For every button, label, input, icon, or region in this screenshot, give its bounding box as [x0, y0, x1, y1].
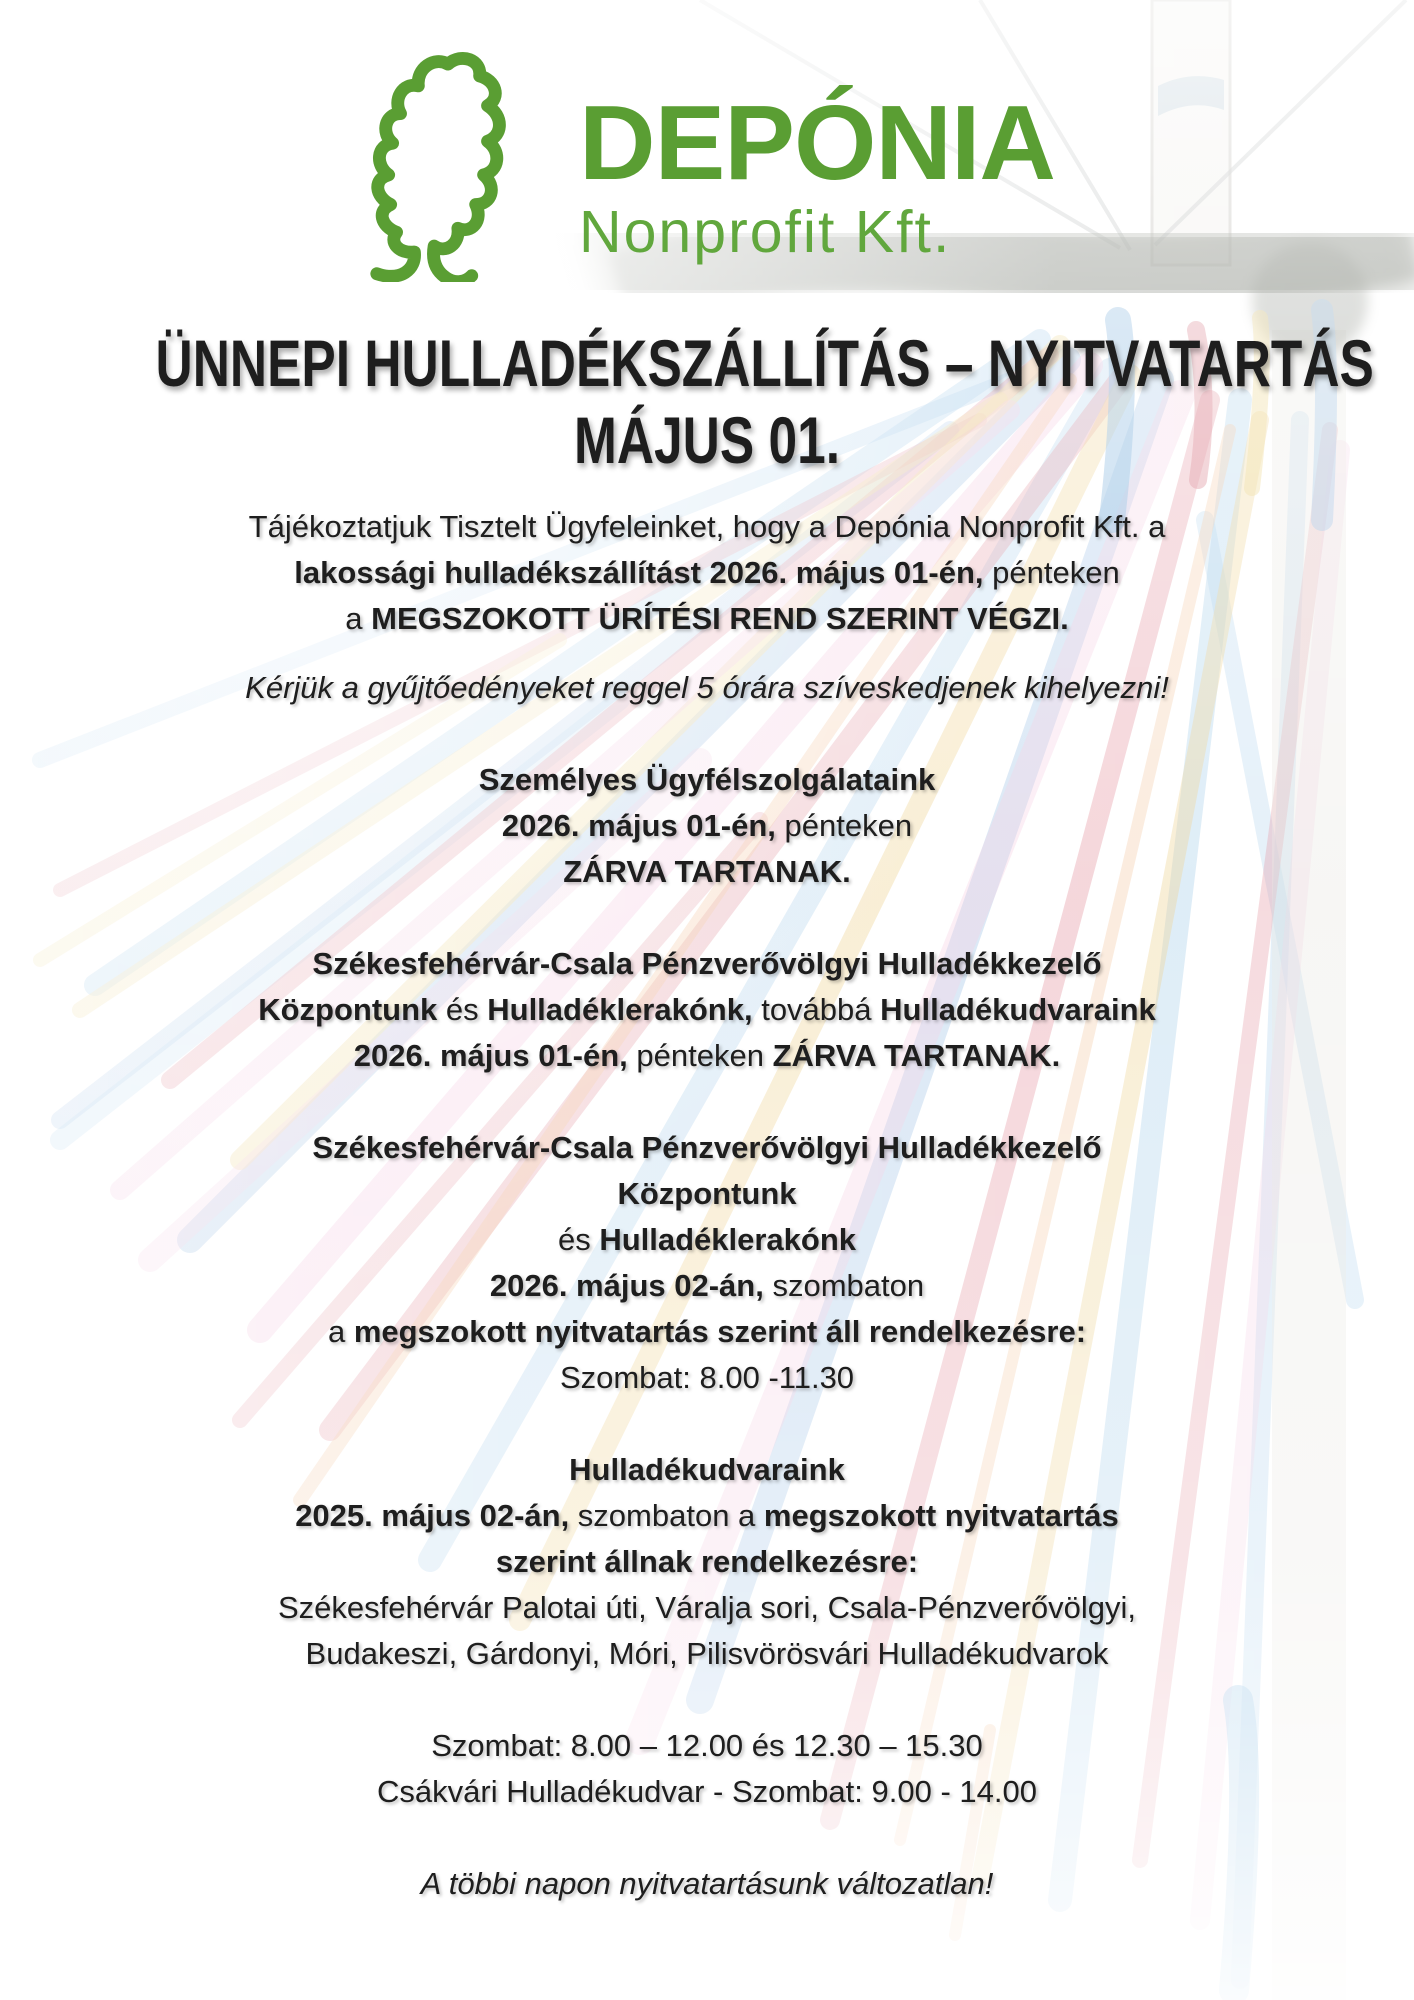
text-run: Hulladéklerakónk,: [487, 992, 753, 1027]
text-run: Hulladékudvaraink: [569, 1452, 845, 1487]
text-run: szombaton: [763, 1268, 925, 1303]
text-run: Csákvári Hulladékudvar - Szombat: 9.00 - 14.00: [377, 1774, 1037, 1809]
text-run: Szombat: 8.00 – 12.00 és 12.30 – 15.30: [431, 1728, 983, 1763]
document-line: [0, 504, 1414, 550]
logo-text-block: [579, 44, 1055, 265]
section-intro: [0, 504, 1414, 642]
text-run: Hulladékudvaraink: [880, 992, 1156, 1027]
section-customer-service-closed: [0, 757, 1414, 895]
document-line: [0, 1493, 1414, 1539]
document-line: [0, 1769, 1414, 1815]
text-run: a: [345, 601, 372, 636]
text-run: Székesfehérvár Palotai úti, Váralja sori, Csala-Pénzverővölgyi,: [277, 1590, 1137, 1625]
deponia-logo: [0, 0, 1414, 284]
text-run: 2025. május 02-án,: [295, 1498, 570, 1533]
document-line: [0, 596, 1414, 642]
text-run: ZÁRVA TARTANAK.: [772, 1038, 1061, 1073]
text-run: 2026. május 01-én,: [501, 808, 776, 843]
text-run: megszokott nyitvatartás szerint áll rendelkezésre:: [353, 1314, 1087, 1349]
text-run: Hulladéklerakónk: [599, 1222, 857, 1257]
page-title: [0, 325, 1414, 479]
section-sites-closed-may-01: [0, 941, 1414, 1079]
document-line: [0, 550, 1414, 596]
text-run: ZÁRVA TARTANAK.: [563, 854, 851, 889]
title-line-1: ÜNNEPI HULLADÉKSZÁLLÍTÁS – NYITVATARTÁS: [155, 326, 1374, 400]
logo-subtitle: Nonprofit Kft.: [579, 199, 952, 265]
document-line: [0, 1631, 1414, 1677]
oak-tree-icon: [359, 44, 537, 282]
document-line: [0, 1125, 1414, 1171]
document-line: [0, 849, 1414, 895]
text-run: Székesfehérvár-Csala Pénzverővölgyi Hulladékkezelő: [312, 1130, 1102, 1165]
document-line: [0, 1861, 1414, 1907]
text-run: pénteken: [983, 555, 1120, 590]
document-line: [0, 803, 1414, 849]
document-line: [0, 757, 1414, 803]
section-container-request: [0, 665, 1414, 711]
text-run: Központunk: [258, 992, 438, 1027]
text-run: 2026. május 02-án,: [489, 1268, 764, 1303]
section-footer-note: [0, 1861, 1414, 1907]
text-run: szombaton a: [569, 1498, 764, 1533]
document-line: [0, 1355, 1414, 1401]
text-run: Szombat: 8.00 -11.30: [559, 1360, 855, 1395]
section-center-open-may-02: [0, 1125, 1414, 1401]
text-run: Személyes Ügyfélszolgálataink: [478, 762, 936, 797]
text-run: MEGSZOKOTT ÜRÍTÉSI REND SZERINT VÉGZI.: [371, 601, 1069, 636]
document-line: [0, 941, 1414, 987]
text-run: Budakeszi, Gárdonyi, Móri, Pilisvörösvári Hulladékudvarok: [305, 1636, 1109, 1671]
text-run: a: [327, 1314, 354, 1349]
document-line: [0, 1217, 1414, 1263]
document-line: [0, 1539, 1414, 1585]
text-run: pénteken: [775, 808, 913, 843]
document-line: [0, 1585, 1414, 1631]
logo-brand: DEPÓNIA: [579, 84, 1055, 202]
text-run: továbbá: [752, 992, 881, 1027]
document-line: [0, 1447, 1414, 1493]
text-run: megszokott nyitvatartás: [763, 1498, 1119, 1533]
text-run: Tájékoztatjuk Tisztelt Ügyfeleinket, hogy a Depónia Nonprofit Kft. a: [248, 509, 1166, 544]
text-run: Székesfehérvár-Csala Pénzverővölgyi Hulladékkezelő: [312, 946, 1102, 981]
document-line: [0, 987, 1414, 1033]
document-line: [0, 1723, 1414, 1769]
document-line: [0, 1033, 1414, 1079]
text-run: szerint állnak rendelkezésre:: [495, 1544, 919, 1579]
text-run: A többi napon nyitvatartásunk változatlan!: [420, 1866, 994, 1901]
document-line: [0, 1171, 1414, 1217]
section-opening-hours: [0, 1723, 1414, 1815]
document-body: [0, 504, 1414, 1907]
text-run: lakossági hulladékszállítást 2026. május 01-én,: [294, 555, 984, 590]
text-run: 2026. május 01-én,: [353, 1038, 628, 1073]
text-run: Központunk: [617, 1176, 797, 1211]
text-run: pénteken: [627, 1038, 773, 1073]
section-waste-yards-open: [0, 1447, 1414, 1677]
title-line-2: MÁJUS 01.: [573, 403, 841, 477]
document-line: [0, 1309, 1414, 1355]
text-run: Kérjük a gyűjtőedényeket reggel 5 órára szíveskedjenek kihelyezni!: [245, 670, 1169, 705]
document-line: [0, 1263, 1414, 1309]
text-run: és: [437, 992, 488, 1027]
document-line: [0, 665, 1414, 711]
text-run: és: [557, 1222, 600, 1257]
